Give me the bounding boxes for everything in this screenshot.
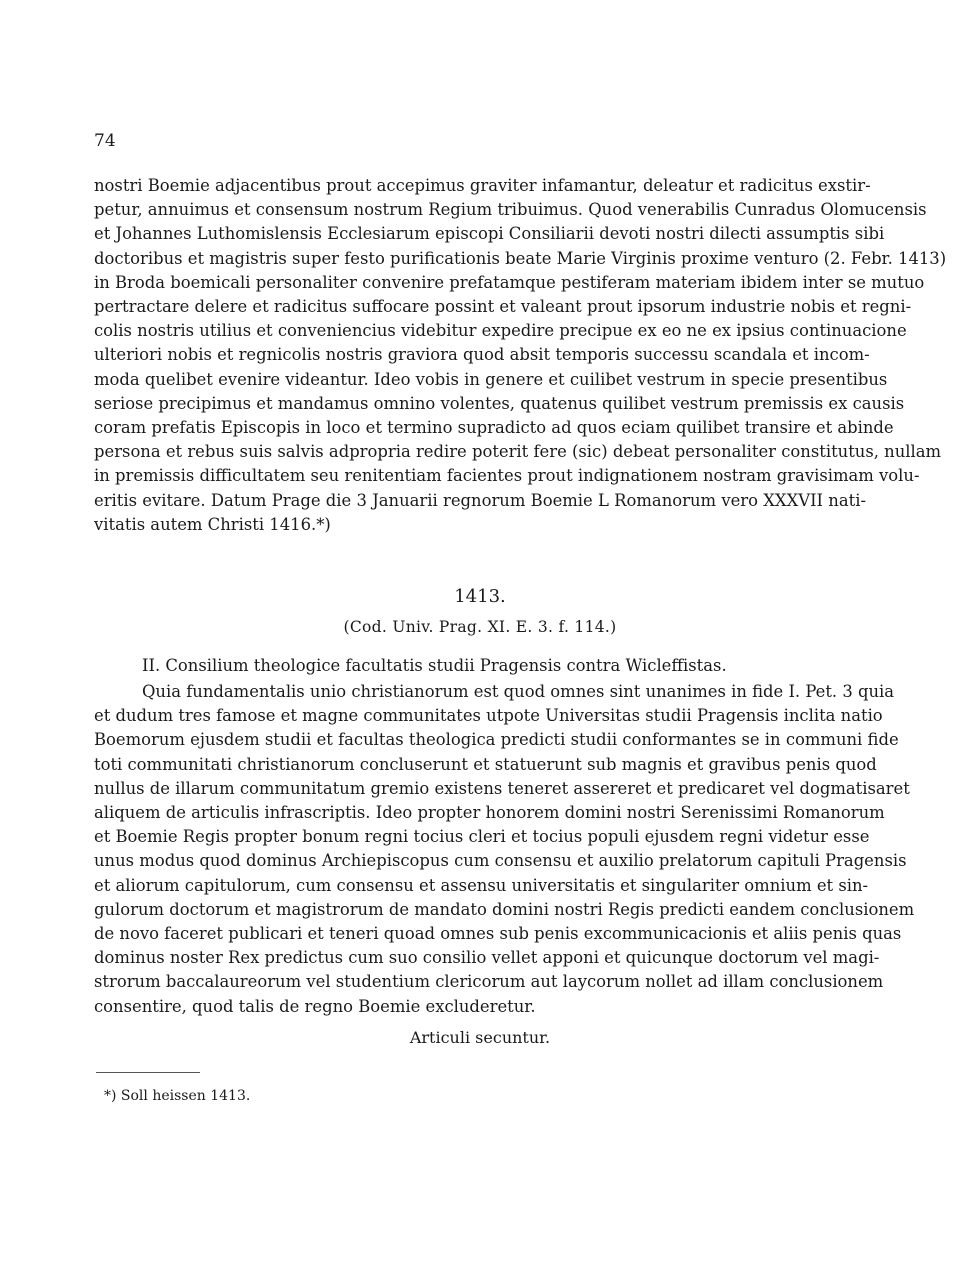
text-line: vitatis autem Christi 1416.*)	[94, 514, 331, 534]
text-line: nullus de illarum communitatum gremio existens teneret assereret et predicaret vel dogmatisaret	[94, 778, 910, 798]
section-title: II. Consilium theologice facultatis studii Pragensis contra Wicleffistas.	[142, 656, 727, 675]
section-year: 1413.	[454, 586, 506, 607]
text-line: et Boemie Regis propter bonum regni tocius cleri et tocius populi ejusdem regni videtur esse	[94, 827, 870, 847]
text-line: consentire, quod talis de regno Boemie excluderetur.	[94, 996, 536, 1016]
text-line: coram prefatis Episcopis in loco et termino supradicto ad quos eciam quilibet transire et abinde	[94, 418, 894, 437]
text-line: gulorum doctorum et magistrorum de mandato domini nostri Regis predicti eandem conclusionem	[94, 899, 915, 919]
text-line: in Broda boemicali personaliter convenire prefatamque pestiferam materiam ibidem inter se mutuo	[94, 272, 925, 292]
text-line: et dudum tres famose et magne communitates utpote Universitas studii Pragensis inclita natio	[94, 706, 883, 726]
section-source: (Cod. Univ. Prag. XI. E. 3. f. 114.)	[343, 618, 617, 636]
text-line: Boemorum ejusdem studii et facultas theologica predicti studii conformantes se in communi fide	[94, 730, 899, 750]
text-line: et aliorum capitulorum, cum consensu et assensu universitatis et singulariter omnium et sin-	[94, 875, 869, 895]
text-line: persona et rebus suis salvis adpropria redire poterit fere (sic) debeat personaliter constitutus, nullam	[94, 442, 942, 462]
text-line: pertractare delere et radicitus suffocare possint et valeant prout ipsorum industrie nobis et regni-	[94, 297, 912, 316]
text-line: Quia fundamentalis unio christianorum est quod omnes sint unanimes in fide I. Pet. 3 quia	[142, 682, 895, 701]
text-line: moda quelibet evenire videantur. Ideo vobis in genere et cuilibet vestrum in specie presentibus	[94, 369, 888, 389]
text-line: eritis evitare. Datum Prage die 3 Januarii regnorum Boemie L Romanorum vero XXXVII nati-	[94, 490, 866, 510]
text-line: colis nostris utilius et conveniencius videbitur expedire precipue ex eo ne ex ipsius continuacione	[94, 321, 907, 341]
text-line: petur, annuimus et consensum nostrum Regium tribuimus. Quod venerabilis Cunradus Olomucensis	[94, 200, 927, 220]
page-number: 74	[94, 131, 116, 151]
text-line: de novo faceret publicari et teneri quoad omnes sub penis excommunicacionis et aliis penis quas	[94, 924, 902, 943]
text-line: strorum baccalaureorum vel studentium clericorum aut laycorum nollet ad illam conclusionem	[94, 972, 884, 992]
text-line: ulteriori nobis et regnicolis nostris graviora quod absit temporis successu scandala et incom-	[94, 345, 870, 365]
text-line: seriose precipimus et mandamus omnino volentes, quatenus quilibet vestrum premissis ex causis	[94, 393, 905, 413]
text-line: doctoribus et magistris super festo purificationis beate Marie Virginis proxime venturo (2. Febr. 1413)	[94, 248, 947, 268]
text-line: aliquem de articulis infrascriptis. Ideo propter honorem domini nostri Serenissimi Romanorum	[94, 803, 885, 822]
text-line: et Johannes Luthomislensis Ecclesiarum episcopi Consiliarii devoti nostri dilecti assumptis sibi	[94, 224, 885, 244]
articuli-heading: Articuli secuntur.	[409, 1028, 551, 1047]
text-line: unus modus quod dominus Archiepiscopus cum consensu et auxilio prelatorum capituli Pragensis	[94, 851, 907, 871]
text-line: nostri Boemie adjacentibus prout accepimus graviter infamantur, deleatur et radicitus exstir-	[94, 176, 871, 195]
text-line: in premissis difficultatem seu renitentiam facientes prout indignationem nostram gravisimam volu-	[94, 466, 920, 486]
text-line: dominus noster Rex predictus cum suo consilio vellet apponi et quicunque doctorum vel magi-	[94, 948, 880, 968]
footnote: *) Soll heissen 1413.	[104, 1088, 251, 1104]
footnote-rule	[96, 1072, 200, 1073]
text-line: toti communitati christianorum concluserunt et statuerunt sub magnis et gravibus penis quod	[94, 754, 877, 774]
